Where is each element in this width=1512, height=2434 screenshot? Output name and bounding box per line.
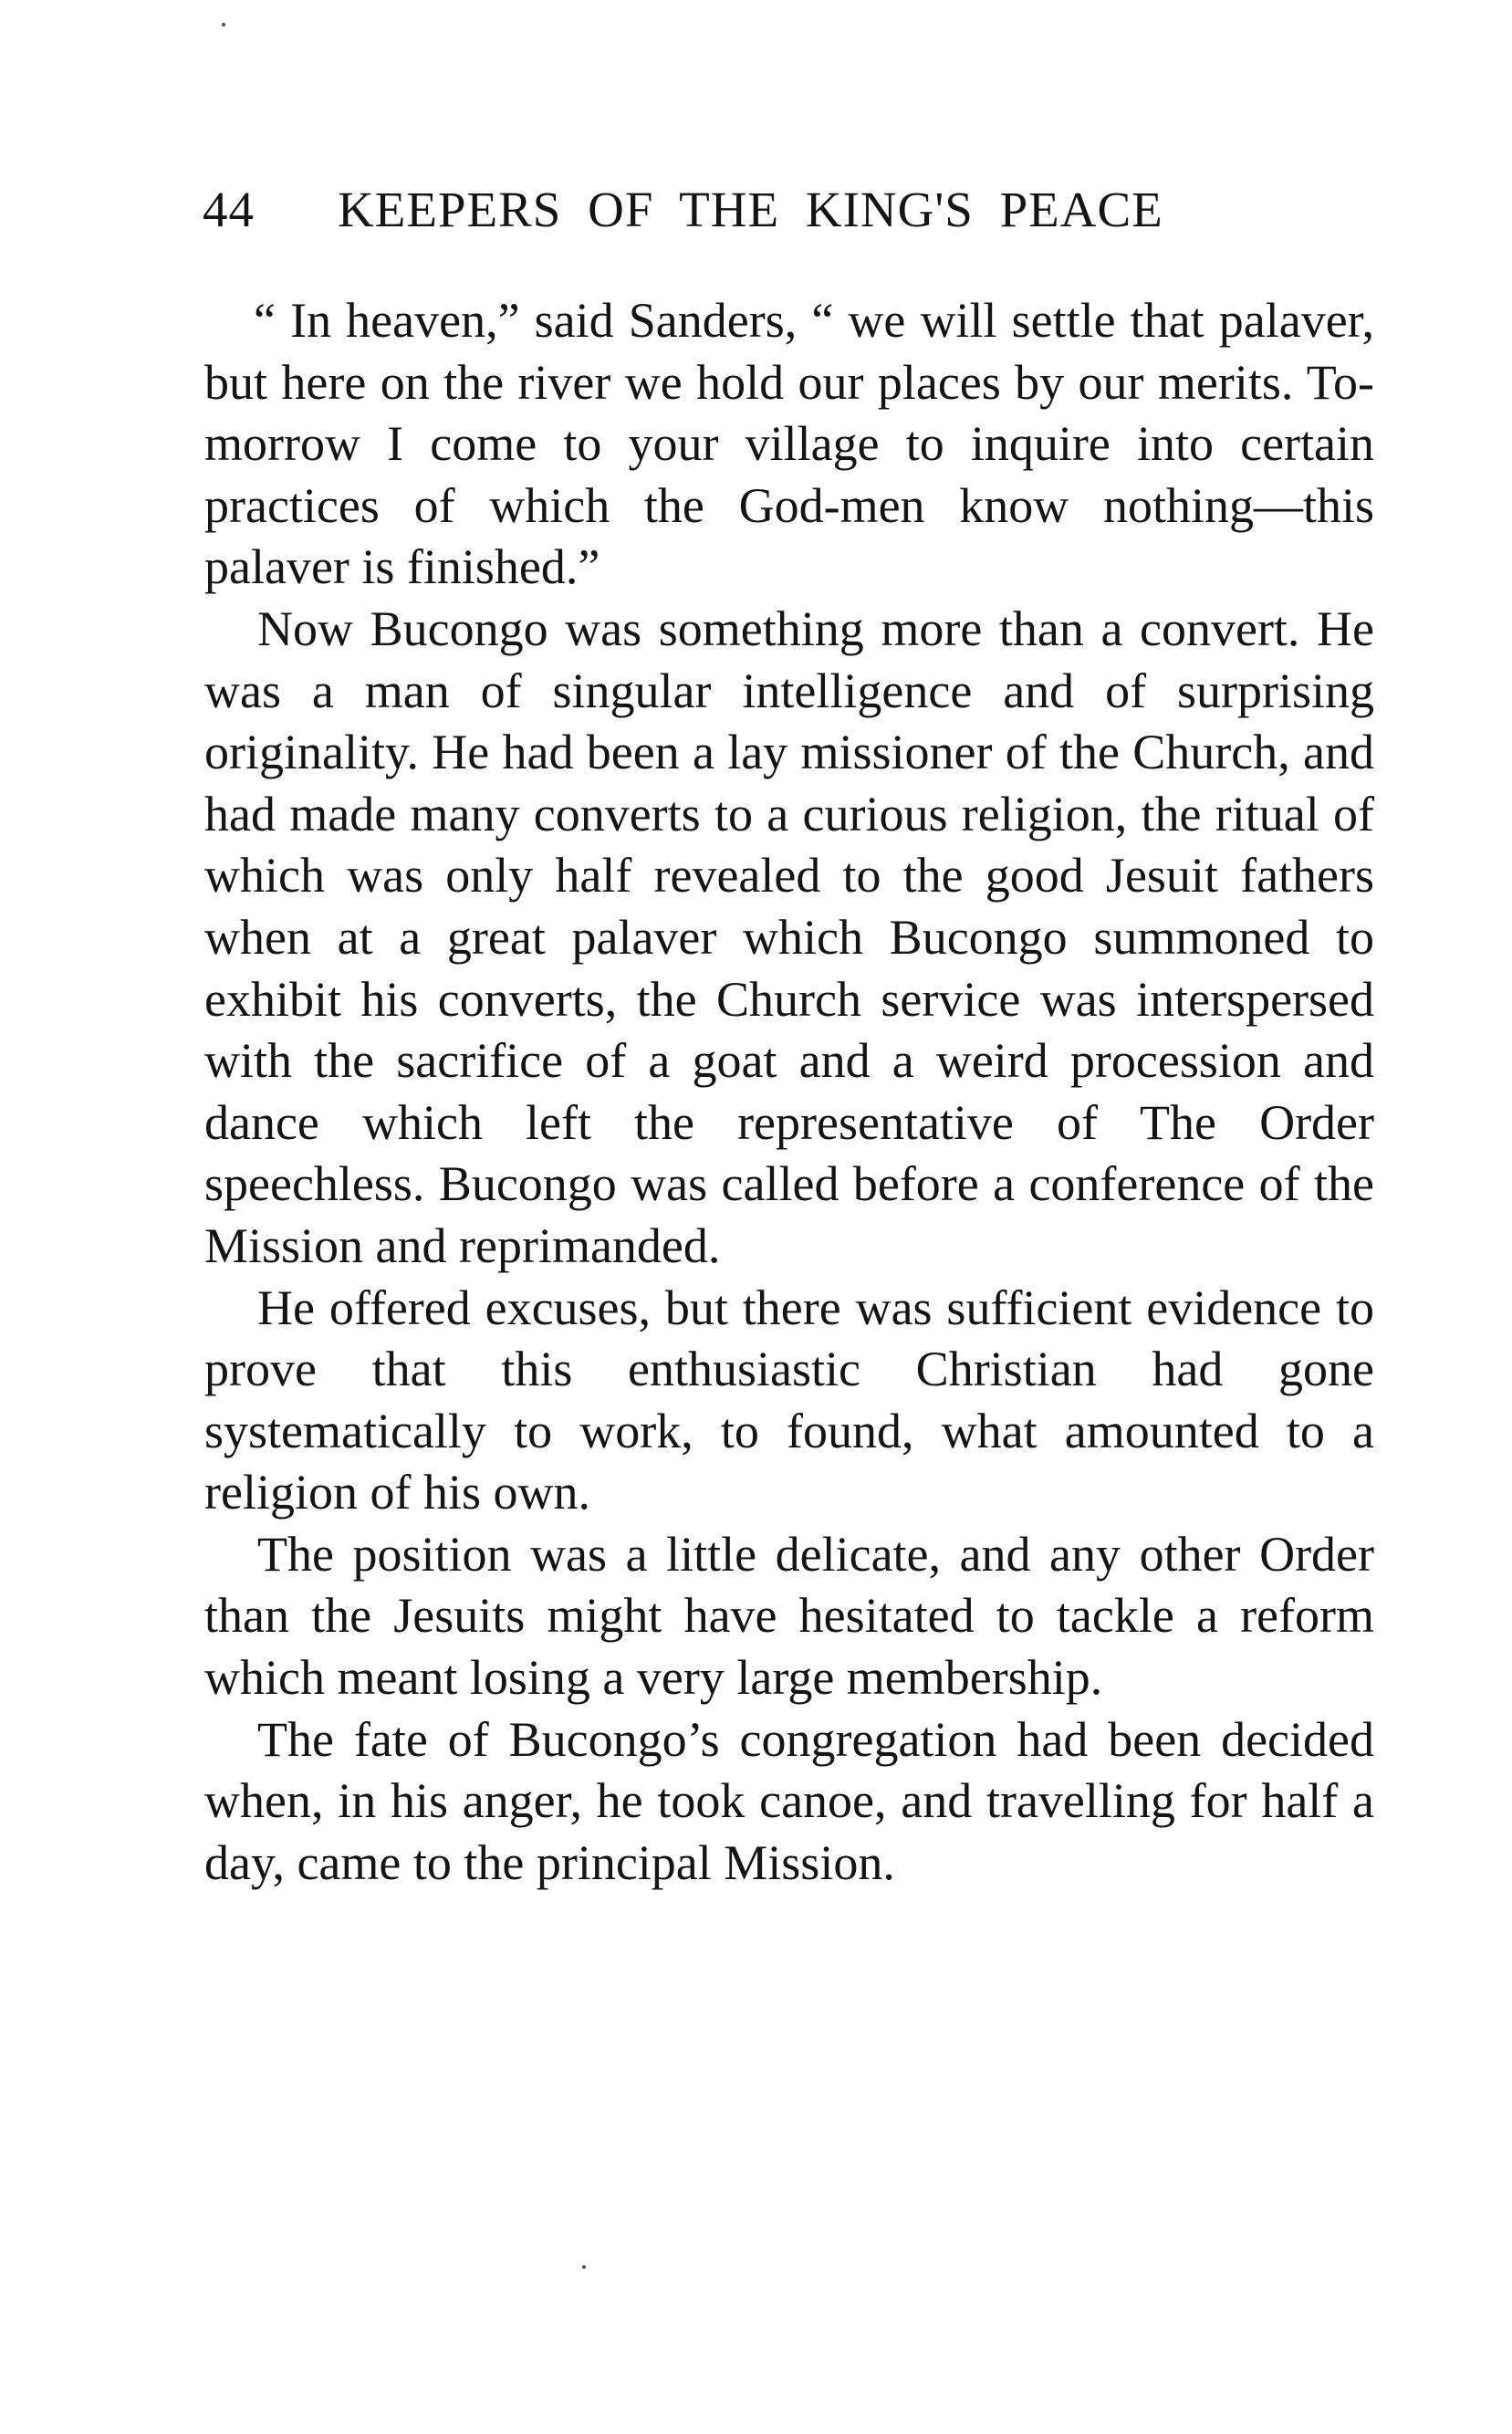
print-speck bbox=[222, 23, 225, 26]
paragraph: He offered excuses, but there was sufficient evidence to prove that this enthusiastic Christian had gone systematically to work, to found, what amounted to a religion of his own. bbox=[204, 1280, 1374, 1520]
print-speck bbox=[582, 2265, 586, 2269]
paragraph: Now Bucongo was something more than a convert. He was a man of singular intelligence and of surprising originality. He had been a lay missioner of the Church, and had made many converts to a curious religion, the ritual of which was only half revealed to the good Jesuit fathers when at a great palaver which Bucongo summoned to exhibit his converts, the Church service was interspersed with the sacrifice of a goat and a weird procession and dance which left the representative of The Order speechless. Bucongo was called before a conference of the Mission and reprimanded. bbox=[204, 601, 1374, 1273]
page-number: 44 bbox=[203, 182, 255, 237]
paragraph: The fate of Bucongo’s congregation had been decided when, in his anger, he took canoe, and travelling for half a day, came to the principal Mission. bbox=[204, 1711, 1374, 1890]
running-header bbox=[203, 181, 1325, 245]
paragraph: “ In heaven,” said Sanders, “ we will settle that palaver, but here on the river we hold our places by our merits. To-morrow I come to your village to inquire into certain practices of which the God-men know nothing—this palaver is finished.” bbox=[204, 293, 1374, 595]
running-title: KEEPERS OF THE KING'S PEACE bbox=[338, 182, 1163, 237]
paragraph: The position was a little delicate, and any other Order than the Jesuits might have hesitated to tackle a reform which meant losing a very large membership. bbox=[204, 1526, 1374, 1706]
body-text bbox=[204, 290, 1374, 1894]
